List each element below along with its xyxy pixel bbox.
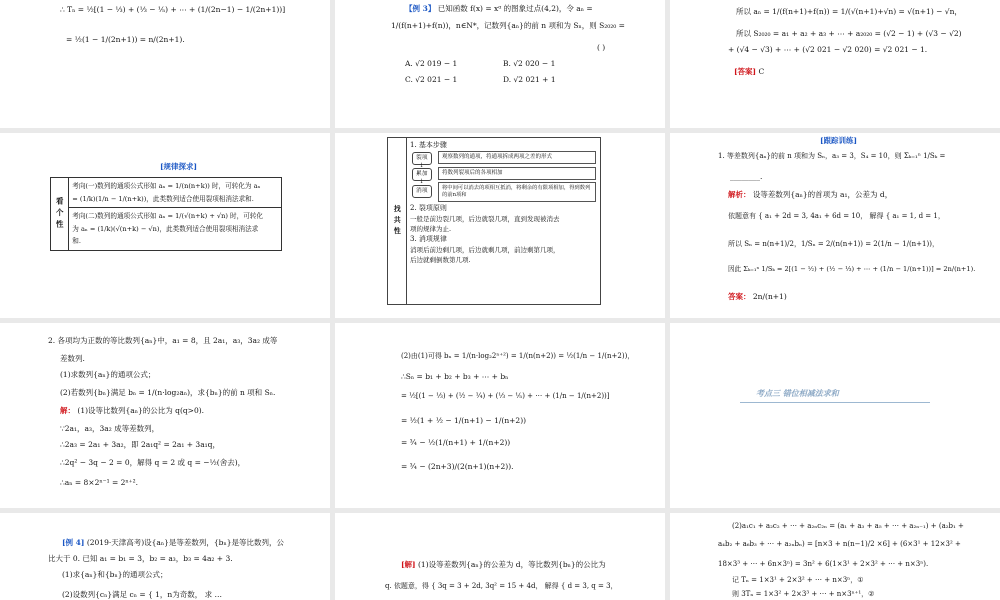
slide2-paren: ( ) xyxy=(597,43,606,52)
slide8-l4: = ½(1 + ½ − 1/(n+1) − 1/(n+2)) xyxy=(401,416,527,425)
slide2-line1 xyxy=(405,3,593,14)
slide-10 xyxy=(0,513,330,600)
option-c[interactable]: C. √2 021 − 1 xyxy=(405,75,458,84)
solution-line1: 设等差数列{aₙ}的首项为 a₁，公差为 d， xyxy=(752,190,893,199)
solution-line2: 依题意有 { a₁ + 2d = 3, 4a₁ + 6d = 10， 解得 { a₁ = 1, d = 1， xyxy=(728,212,945,220)
slide-12 xyxy=(670,513,1000,600)
slide12-l2: a₄b₂ + a₆b₃ + ⋯ + a₂ₙbₙ) = [n×3 + n(n−1)/2 ×6] + (6×3¹ + 12×3² + xyxy=(718,540,961,548)
solution-label: 解： xyxy=(60,406,75,415)
arrow-down-icon: ↓ xyxy=(419,161,425,169)
section-title: [规律探求] xyxy=(160,162,198,171)
solution-label: [解] xyxy=(401,560,416,569)
slide3-answer xyxy=(734,66,764,77)
principle-line1: 一般是前边裂几项，后边就裂几项，直到发现被消去 xyxy=(410,214,560,223)
heading-steps: 1. 基本步骤 xyxy=(410,141,447,149)
section-heading: 考点三 错位相减法求和 xyxy=(756,388,839,398)
example-tag: [例 4] xyxy=(62,538,85,547)
step-sum: 累加 xyxy=(412,168,432,181)
slide-3 xyxy=(670,0,1000,128)
slide12-l5: 则 3Tₙ = 1×3² + 2×3³ + ⋯ + n×3ⁿ⁺¹，② xyxy=(732,590,875,598)
heading-principle: 2. 裂项原则 xyxy=(410,203,447,212)
slide8-l1: (2)由(1)可得 bₙ = 1/(n·log₂2ⁿ⁺²) = 1/(n(n+2)) = ½(1/n − 1/(n+2))， xyxy=(401,352,635,360)
rule-line2: 后边就剩倒数第几项. xyxy=(410,255,471,264)
solution-line4: ∴2q² − 3q − 2 = 0，解得 q = 2 或 q = −½(舍去)， xyxy=(60,458,246,467)
arrow-down-icon: ↓ xyxy=(419,177,425,185)
slide3-l3: + (√4 − √3) + ⋯ + (√2 021 − √2 020) = √2 021 − 1. xyxy=(728,45,928,54)
side-label: 找共性 xyxy=(388,138,407,304)
solution-line1: (1)设等差数列{aₙ}的公差为 d，等比数列{bₙ}的公比为 xyxy=(418,560,606,569)
slide3-l1: 所以 aₙ = 1/(f(n+1)+f(n)) = 1/(√(n+1)+√n) = √(n+1) − √n， xyxy=(736,7,962,16)
rule-table xyxy=(50,177,282,251)
slide-2 xyxy=(335,0,665,128)
slide6-q1: 1. 等差数列{aₙ}的前 n 项和为 Sₙ，a₃ = 3，S₄ = 10，则 Σₖ₌₁ⁿ 1/Sₖ = xyxy=(718,152,946,160)
section-title: [跟踪训练] xyxy=(820,136,858,145)
slide2-q1: 已知函数 f(x) = xᵅ 的图象过点(4,2)，令 aₙ = xyxy=(437,4,593,13)
step-split-desc: 观察数列的通项，将通项拆成两项之差的形式 xyxy=(438,151,596,164)
slide-8 xyxy=(335,323,665,508)
slide1-line1: ∴ Tₙ = ½[(1 − ⅓) + (⅓ − ⅕) + ⋯ + (1/(2n−1) − 1/(2n+1))] xyxy=(60,5,286,14)
step-cancel: 消项 xyxy=(412,185,432,198)
slide8-l6: = ¾ − (2n+3)/(2(n+1)(n+2)). xyxy=(401,462,514,471)
slide3-l2: 所以 S₂₀₂₀ = a₁ + a₂ + a₃ + ⋯ + a₂₀₂₀ = (√2 − 1) + (√3 − √2) xyxy=(736,29,962,38)
solution-label: 解析： xyxy=(728,190,751,199)
slide8-l3: = ½[(1 − ⅓) + (½ − ¼) + (⅓ − ⅕) + ⋯ + (1/n − 1/(n+2))] xyxy=(401,392,610,400)
solution-line2: q. 依题意，得 { 3q = 3 + 2d, 3q² = 15 + 4d， 解得 { d = 3, q = 3， xyxy=(385,582,618,590)
slide-1 xyxy=(0,0,330,128)
question-line4: (2)设数列{cₙ}满足 cₙ = { 1，n为奇数， 求 … xyxy=(62,590,223,599)
rule-2: 考向(二)数列的通项公式形如 aₙ = 1/(√(n+k) + √n) 时，可转化 为 aₙ = (1/k)(√(n+k) − √n)，此类数列适合使用裂项相消法求 和. xyxy=(69,208,282,251)
slide12-l4: 记 Tₙ = 1×3¹ + 2×3² + ⋯ + n×3ⁿ，① xyxy=(732,576,864,584)
solution-line5: ∴aₙ = 8×2ⁿ⁻¹ = 2ⁿ⁺². xyxy=(60,478,138,487)
slide1-line2: = ½(1 − 1/(2n+1)) = n/(2n+1). xyxy=(66,35,185,44)
step-cancel-desc: 将中间可以消去的项相互抵消，将剩余的有限项相加，得到数列的前n项和 xyxy=(438,182,596,202)
principle-line2: 项的规律为止. xyxy=(410,224,452,233)
slide7-q4: (2)若数列{bₙ}满足 bₙ = 1/(n·log₂aₙ)，求{bₙ}的前 n 项和 Sₙ. xyxy=(60,388,276,397)
step-split: 裂项 xyxy=(412,152,432,165)
slide-7 xyxy=(0,323,330,508)
side-label: 看个性 xyxy=(51,178,69,251)
answer-label: 答案： xyxy=(728,292,751,301)
question-line1: (2019·天津高考)设{aₙ}是等差数列，{bₙ}是等比数列，公 xyxy=(86,538,284,547)
heading-rule: 3. 消项规律 xyxy=(410,234,447,243)
slide-4 xyxy=(0,133,330,318)
slide8-l2: ∴Sₙ = b₁ + b₂ + b₃ + ⋯ + bₙ xyxy=(401,372,509,381)
solution-line1: (1)设等比数列{aₙ}的公比为 q(q>0). xyxy=(77,406,205,415)
slide12-l1: (2)a₁c₁ + a₂c₂ + ⋯ + a₂ₙc₂ₙ = (a₁ + a₃ + a₅ + ⋯ + a₂ₙ₋₁) + (a₂b₁ + xyxy=(732,522,964,530)
answer-value: 2n/(n+1) xyxy=(752,292,787,301)
solution-line2: ∵2a₁，a₃，3a₂ 成等差数列， xyxy=(60,424,160,433)
slide7-q1: 2. 各项均为正数的等比数列{aₙ}中，a₁ = 8，且 2a₁，a₃，3a₂ 成等 xyxy=(48,336,278,345)
method-box xyxy=(387,137,601,305)
answer-value: C xyxy=(758,67,765,76)
slide7-q3: (1)求数列{aₙ}的通项公式； xyxy=(60,370,156,379)
solution-line3: 所以 Sₙ = n(n+1)/2，1/Sₙ = 2/(n(n+1)) = 2(1/n − 1/(n+1))， xyxy=(728,240,939,248)
slide-6 xyxy=(670,133,1000,318)
slide2-q2: 1/(f(n+1)+f(n))，n∈N*，记数列{aₙ}的前 n 项和为 Sₙ，则 S₂₀₂₀ = xyxy=(391,21,625,30)
slide12-l3: 18×3³ + ⋯ + 6n×3ⁿ) = 3n² + 6(1×3¹ + 2×3² + ⋯ + n×3ⁿ). xyxy=(718,560,929,568)
heading-underline xyxy=(740,402,930,403)
slide-5 xyxy=(335,133,665,318)
question-line3: (1)求{aₙ}和{bₙ}的通项公式； xyxy=(62,570,168,579)
slide6-answer xyxy=(728,291,787,302)
flowchart xyxy=(410,151,598,199)
rule-line1: 消项后前边剩几项，后边就剩几项，前边剩第几项， xyxy=(410,245,560,254)
slide11-l1 xyxy=(401,559,606,570)
option-d[interactable]: D. √2 021 + 1 xyxy=(503,75,556,84)
slide-11 xyxy=(335,513,665,600)
option-a[interactable]: A. √2 019 − 1 xyxy=(405,59,458,68)
question-line2: 比大于 0. 已知 a₁ = b₁ = 3，b₂ = a₃，b₃ = 4a₂ + 3. xyxy=(48,554,233,563)
slide-9 xyxy=(670,323,1000,508)
slide7-q2: 差数列. xyxy=(60,354,85,363)
rule-1: 考向(一)数列的通项公式形如 aₙ = 1/(n(n+k)) 时，可转化为 aₙ = (1/k)(1/n − 1/(n+k))，此类数列适合使用裂项相消法求和. xyxy=(69,178,282,208)
solution-line3: ∴2a₃ = 2a₁ + 3a₂，即 2a₁q² = 2a₁ + 3a₁q， xyxy=(60,440,220,449)
step-sum-desc: 将数列裂项后的各项相加 xyxy=(438,167,596,180)
answer-blank: ________. xyxy=(730,172,763,181)
answer-label: [答案] xyxy=(734,67,757,76)
option-b[interactable]: B. √2 020 − 1 xyxy=(503,59,556,68)
slide8-l5: = ¾ − ½(1/(n+1) + 1/(n+2)) xyxy=(401,438,511,447)
example-tag: 【例 3】 xyxy=(405,4,436,13)
slide7-s1 xyxy=(60,405,204,416)
slide6-s1 xyxy=(728,189,892,200)
slide10-q1 xyxy=(62,537,284,548)
solution-line4: 因此 Σₖ₌₁ⁿ 1/Sₖ = 2[(1 − ½) + (½ − ⅓) + ⋯ + (1/n − 1/(n+1))] = 2n/(n+1). xyxy=(728,265,976,273)
